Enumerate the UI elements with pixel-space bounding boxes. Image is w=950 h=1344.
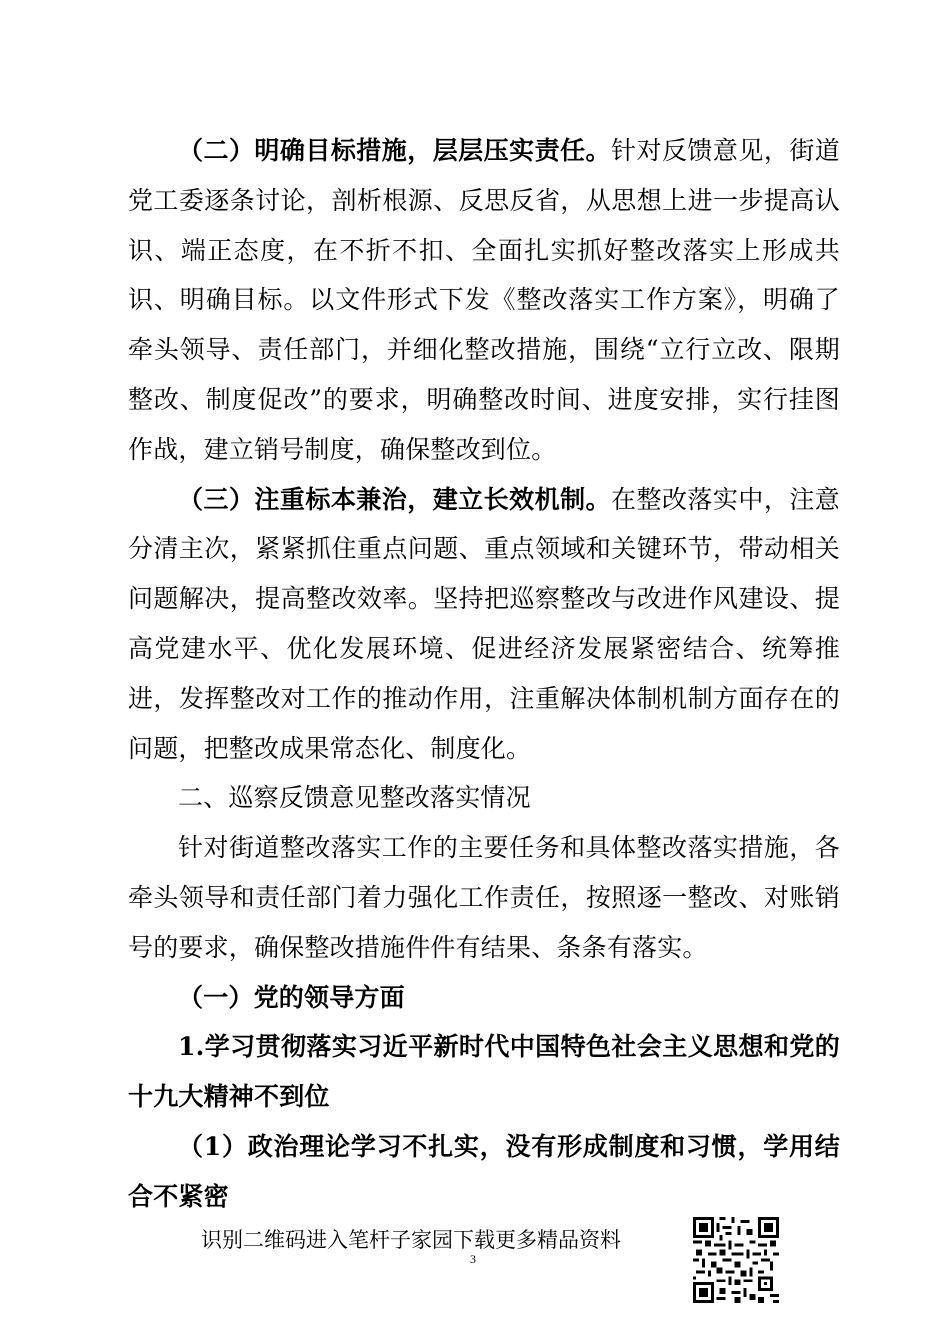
section-title: 二、巡察反馈意见整改落实情况 [178, 783, 531, 813]
footer-note: 识别二维码进入笔杆子家园下载更多精品资料 [201, 1228, 621, 1252]
paragraph-text: 针对反馈意见，街道党工委逐条讨论，剖析根源、反思反省，从思想上进一步提高认识、端正态度，在不折不扣、全面扎实抓好整改落实上形成共识、明确目标。以文件形式下发《整改落实工作方案》，明确了牵头领导、责任部门，并细化整改措施，围绕“立行立改、限期整改、制度促改”的要求，明确整改时间、进度安排，实行挂图作战，建立销号制度，确保整改到位。 [128, 136, 840, 464]
subheading-party-leadership: （一）党的领导方面 [178, 982, 405, 1012]
paragraph-heading: （三）注重标本兼治，建立长效机制。 [178, 484, 612, 514]
qr-code-icon[interactable] [693, 1217, 779, 1303]
paragraph-text: 针对街道整改落实工作的主要任务和具体整改落实措施，各牵头领导和责任部门着力强化工作责任，按照逐一整改、对账销号的要求，确保整改措施件件有结果、条条有落实。 [128, 833, 840, 962]
document-body [128, 126, 840, 1222]
item-heading-1: 1.学习贯彻落实习近平新时代中国特色社会主义思想和党的十九大精神不到位 [128, 1032, 840, 1112]
paragraph-section-intro [128, 823, 840, 972]
page-number: 3 [470, 1252, 476, 1266]
paragraph-heading: （二）明确目标措施，层层压实责任。 [178, 136, 612, 165]
item-heading-1-1: （1）政治理论学习不扎实，没有形成制度和习惯，学用结合不紧密 [128, 1131, 840, 1211]
paragraph-targets-measures [128, 126, 840, 475]
paragraph-long-term-mechanism [128, 475, 840, 774]
paragraph-text: 在整改落实中，注意分清主次，紧紧抓住重点问题、重点领域和关键环节，带动相关问题解决，提高整改效率。坚持把巡察整改与改进作风建设、提高党建水平、优化发展环境、促进经济发展紧密结合、统筹推进，发挥整改对工作的推动作用，注重解决体制机制方面存在的问题，把整改成果常态化、制度化。 [128, 484, 840, 763]
